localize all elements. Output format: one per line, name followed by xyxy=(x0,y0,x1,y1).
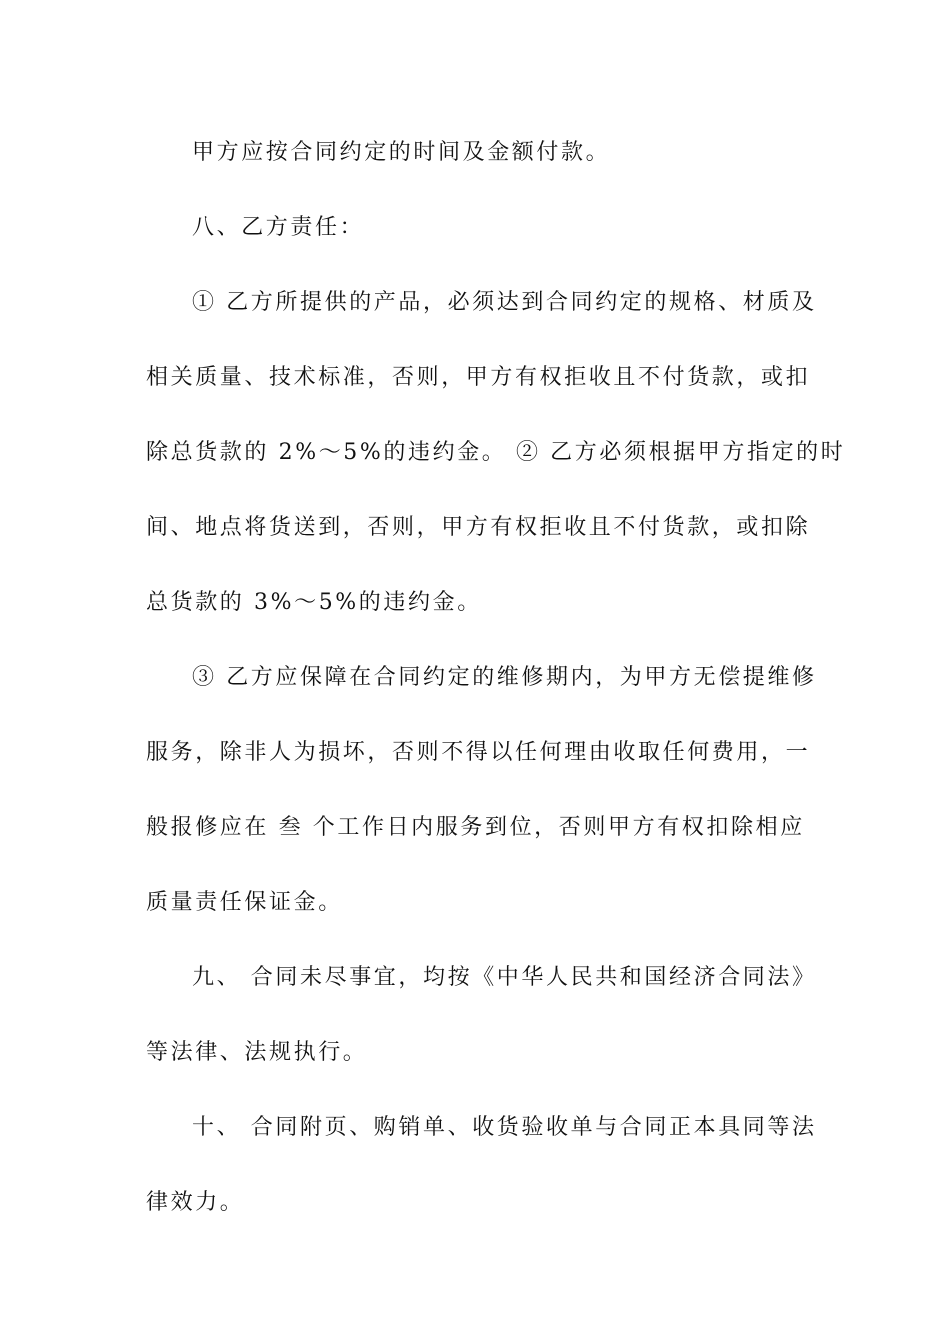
text-line: 般报修应在 叁 个工作日内服务到位，否则甲方有权扣除相应 xyxy=(146,815,805,840)
text-line: 间、地点将货送到，否则，甲方有权拒收且不付货款，或扣除 xyxy=(146,515,811,540)
text-line: 质量责任保证金。 xyxy=(146,890,343,915)
section-heading-8: 八、乙方责任： xyxy=(192,215,365,240)
text-line: ③ 乙方应保障在合同约定的维修期内，为甲方无偿提维修 xyxy=(192,665,817,690)
text-line: 甲方应按合同约定的时间及金额付款。 xyxy=(192,140,611,165)
text-line: 律效力。 xyxy=(146,1190,245,1215)
section-heading-10: 十、 合同附页、购销单、收货验收单与合同正本具同等法 xyxy=(192,1115,817,1140)
section-heading-9: 九、 合同未尽事宜，均按《中华人民共和国经济合同法》 xyxy=(192,965,817,990)
text-line: 相关质量、技术标准，否则，甲方有权拒收且不付货款，或扣 xyxy=(146,365,811,390)
text-line: 等法律、法规执行。 xyxy=(146,1040,368,1065)
text-line: 除总货款的 2%～5%的违约金。 ② 乙方必须根据甲方指定的时 xyxy=(146,440,846,465)
text-line: ① 乙方所提供的产品，必须达到合同约定的规格、材质及 xyxy=(192,290,817,315)
text-line: 总货款的 3%～5%的违约金。 xyxy=(146,590,482,615)
text-line: 服务，除非人为损坏，否则不得以任何理由收取任何费用，一 xyxy=(146,740,811,765)
